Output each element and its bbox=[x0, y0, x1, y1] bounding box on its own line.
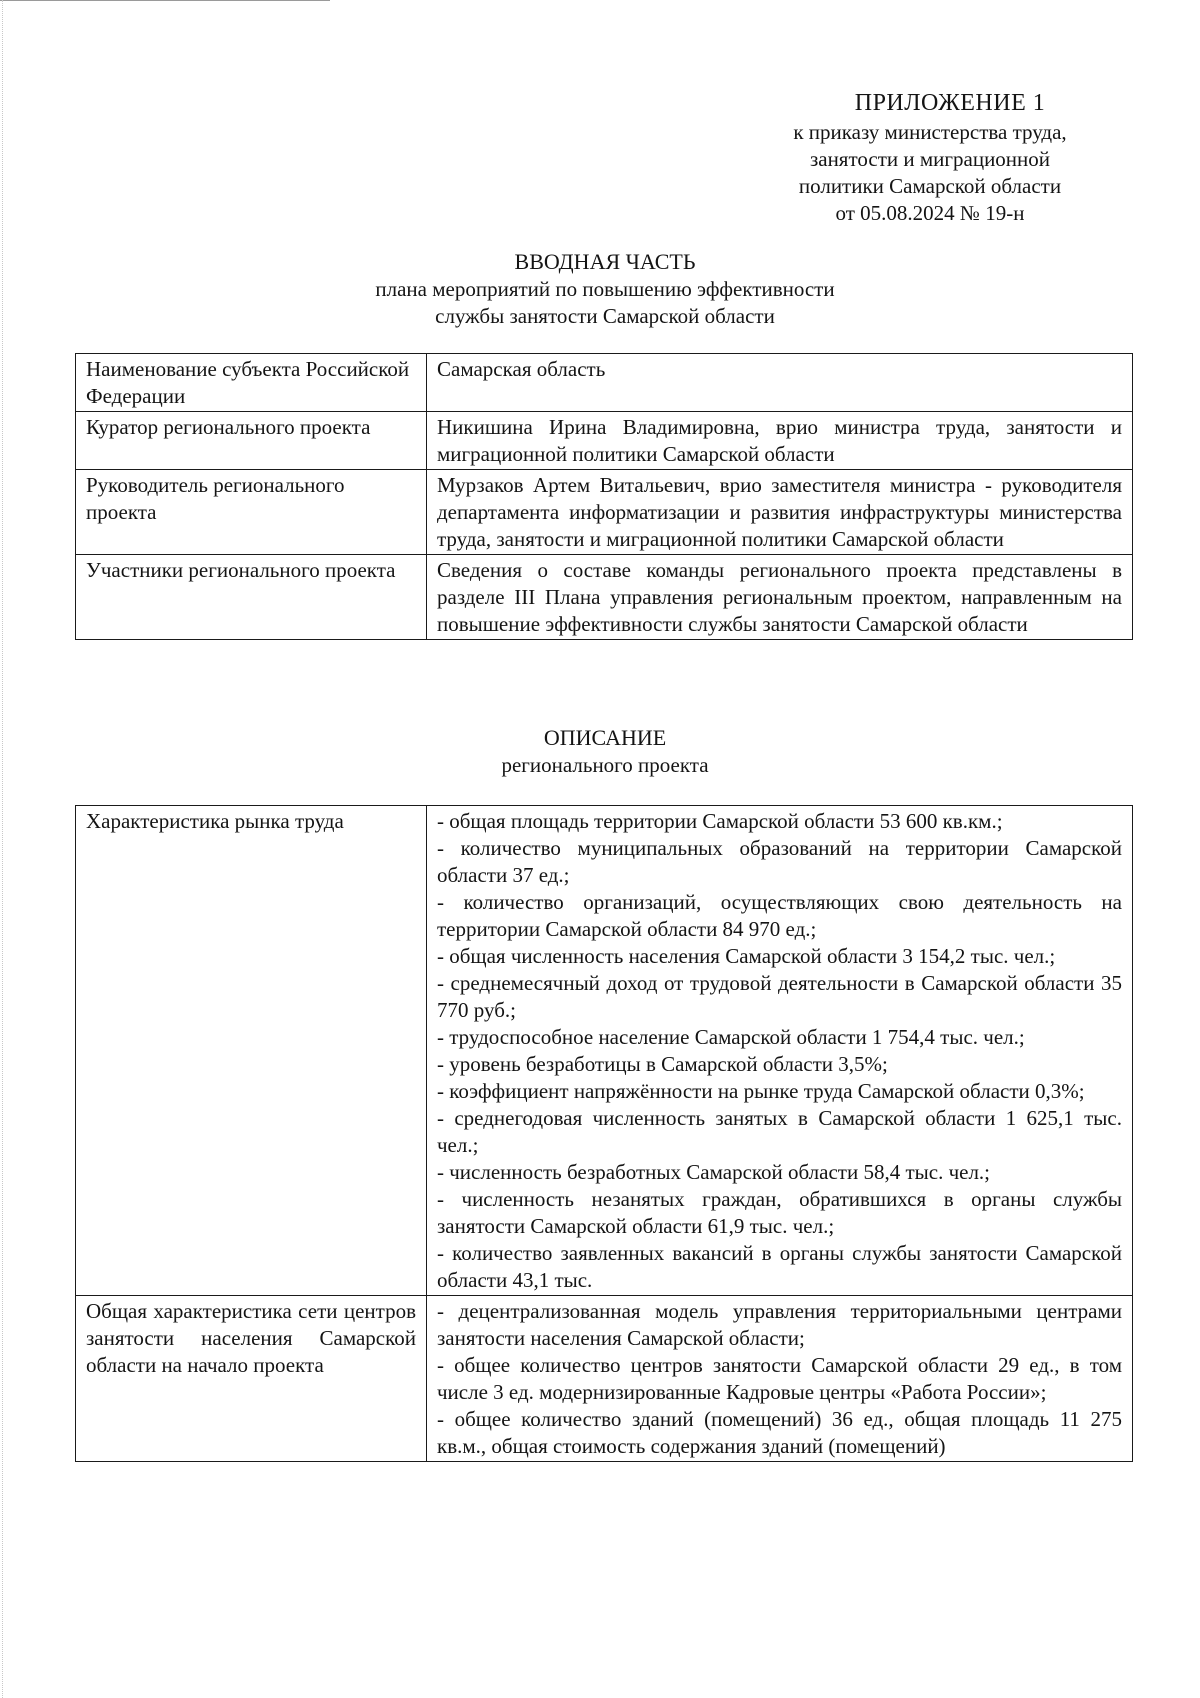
list-item: - уровень безработицы в Самарской области 3,5%; bbox=[437, 1052, 888, 1076]
table-cell-label: Характеристика рынка труда bbox=[76, 806, 427, 1296]
table-row bbox=[76, 555, 1133, 640]
description-table bbox=[75, 805, 1133, 1462]
table-row bbox=[76, 470, 1133, 555]
list-item: - общая площадь территории Самарской области 53 600 кв.км.; bbox=[437, 809, 1003, 833]
intro-heading: ВВОДНАЯ ЧАСТЬ bbox=[514, 249, 696, 274]
table-cell-value: Самарская область bbox=[427, 354, 1133, 412]
network-list bbox=[427, 1296, 1133, 1462]
list-item: - количество заявленных вакансий в органы службы занятости Самарской области 43,1 тыс. bbox=[437, 1241, 1122, 1292]
list-item: - количество организаций, осуществляющих свою деятельность на территории Самарской области 84 970 ед.; bbox=[437, 890, 1122, 941]
table-cell-value: Никишина Ирина Владимировна, врио министра труда, занятости и миграционной политики Самарской области bbox=[427, 412, 1133, 470]
intro-subheading-line: службы занятости Самарской области bbox=[435, 304, 775, 328]
table-cell-label: Наименование субъекта Российской Федерации bbox=[76, 354, 427, 412]
table-cell-value: Сведения о составе команды регионального проекта представлены в разделе III Плана управления региональным проектом, направленным на повышение эффективности службы занятости Самарской области bbox=[427, 555, 1133, 640]
list-item: - общая численность населения Самарской области 3 154,2 тыс. чел.; bbox=[437, 944, 1056, 968]
table-row bbox=[76, 806, 1133, 1296]
list-item: - численность незанятых граждан, обратившихся в органы службы занятости Самарской области 61,9 тыс. чел.; bbox=[437, 1187, 1122, 1238]
list-item: - коэффициент напряжённости на рынке труда Самарской области 0,3%; bbox=[437, 1079, 1085, 1103]
appendix-line: к приказу министерства труда, bbox=[793, 120, 1067, 144]
table-cell-label: Руководитель регионального проекта bbox=[76, 470, 427, 555]
table-cell-label: Общая характеристика сети центров занятости населения Самарской области на начало проекта bbox=[76, 1296, 427, 1462]
description-heading: ОПИСАНИЕ bbox=[543, 725, 667, 750]
appendix-line: занятости и миграционной bbox=[809, 147, 1051, 171]
list-item: - численность безработных Самарской области 58,4 тыс. чел.; bbox=[437, 1160, 991, 1184]
table-row bbox=[76, 354, 1133, 412]
scan-edge-left bbox=[2, 0, 3, 1698]
appendix-title: ПРИЛОЖЕНИЕ 1 bbox=[854, 90, 1046, 116]
intro-table bbox=[75, 353, 1133, 640]
intro-heading-block bbox=[80, 248, 1130, 330]
appendix-block bbox=[760, 90, 1100, 227]
list-item: - децентрализованная модель управления территориальными центрами занятости населения Самарской области; bbox=[437, 1299, 1122, 1350]
table-cell-value: Мурзаков Артем Витальевич, врио заместителя министра - руководителя департамента информатизации и развития инфраструктуры министерства труда, занятости и миграционной политики Самарской области bbox=[427, 470, 1133, 555]
list-item: - количество муниципальных образований на территории Самарской области 37 ед.; bbox=[437, 836, 1122, 887]
table-cell-label: Участники регионального проекта bbox=[76, 555, 427, 640]
scan-edge-top bbox=[0, 0, 330, 1]
table-cell-label: Куратор регионального проекта bbox=[76, 412, 427, 470]
table-row bbox=[76, 1296, 1133, 1462]
table-row bbox=[76, 412, 1133, 470]
description-heading-block bbox=[80, 724, 1130, 779]
labor-market-list bbox=[427, 806, 1133, 1296]
list-item: - среднегодовая численность занятых в Самарской области 1 625,1 тыс. чел.; bbox=[437, 1106, 1122, 1157]
list-item: - среднемесячный доход от трудовой деятельности в Самарской области 35 770 руб.; bbox=[437, 971, 1122, 1022]
list-item: - общее количество зданий (помещений) 36 ед., общая площадь 11 275 кв.м., общая стоимость содержания зданий (помещений) bbox=[437, 1407, 1122, 1458]
description-subheading: регионального проекта bbox=[501, 753, 709, 777]
intro-subheading-line: плана мероприятий по повышению эффективности bbox=[375, 277, 835, 301]
list-item: - трудоспособное население Самарской области 1 754,4 тыс. чел.; bbox=[437, 1025, 1025, 1049]
appendix-line: от 05.08.2024 № 19-н bbox=[835, 201, 1025, 225]
list-item: - общее количество центров занятости Самарской области 29 ед., в том числе 3 ед. модернизированные Кадровые центры «Работа России»; bbox=[437, 1353, 1122, 1404]
appendix-line: политики Самарской области bbox=[798, 174, 1062, 198]
